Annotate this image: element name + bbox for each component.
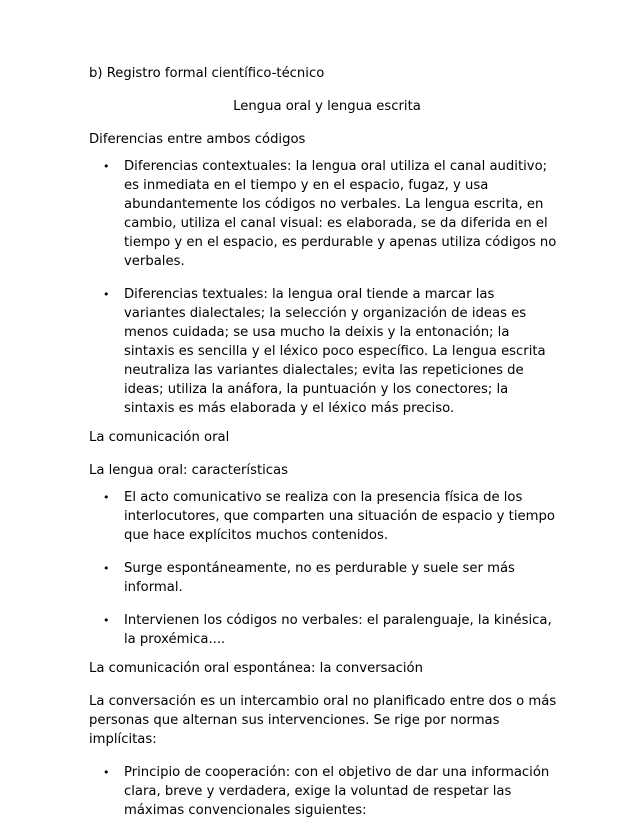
bullet-icon: • — [103, 766, 110, 779]
list-item-text: Diferencias contextuales: la lengua oral utiliza el canal auditivo; es inmediata en el tiempo y en el espacio, fugaz, y usa abundantemente los códigos no verbales. La lengua escrita, en cambio, utiliza el canal visual: es elaborada, se da diferida en el tiempo y en el espacio, es perdurable y apenas utiliza códigos no verbales. — [124, 159, 557, 269]
bullet-icon: • — [103, 491, 110, 504]
oral-communication-heading: La comunicación oral — [89, 430, 230, 445]
differences-heading: Diferencias entre ambos códigos — [89, 132, 306, 147]
list-item-text: El acto comunicativo se realiza con la presencia física de los interlocutores, que comparten una situación de espacio y tiempo que hace explícitos muchos contenidos. — [124, 490, 555, 543]
conversation-paragraph: La conversación es un intercambio oral no planificado entre dos o más personas que alternan sus intervenciones. Se rige por normas implícitas: — [89, 694, 557, 747]
list-item — [89, 611, 559, 649]
conversation-heading: La comunicación oral espontánea: la conversación — [89, 661, 423, 676]
section-heading: b) Registro formal científico-técnico — [89, 66, 325, 81]
list-item — [89, 285, 559, 418]
document-title: Lengua oral y lengua escrita — [233, 99, 421, 114]
list-item-text: Intervienen los códigos no verbales: el paralenguaje, la kinésica, la proxémica.... — [124, 613, 552, 647]
bullet-icon: • — [103, 160, 110, 173]
document-page — [89, 64, 559, 830]
bullet-icon: • — [103, 562, 110, 575]
list-item — [89, 763, 559, 820]
oral-features-heading: La lengua oral: características — [89, 463, 288, 478]
bullet-icon: • — [103, 614, 110, 627]
list-item — [89, 488, 559, 545]
list-item — [89, 559, 559, 597]
bullet-icon: • — [103, 288, 110, 301]
oral-features-list — [89, 488, 559, 649]
list-item-text: Diferencias textuales: la lengua oral tiende a marcar las variantes dialectales; la selección y organización de ideas es menos cuidada; se usa mucho la deixis y la entonación; la sintaxis es sencilla y el léxico poco específico. La lengua escrita neutraliza las variantes dialectales; evita las repeticiones de ideas; utiliza la anáfora, la puntuación y los conectores; la sintaxis es más elaborada y el léxico más preciso. — [124, 287, 546, 416]
list-item — [89, 157, 559, 271]
list-item-text: Principio de cooperación: con el objetivo de dar una información clara, breve y verdadera, exige la voluntad de respetar las máximas convencionales siguientes: — [124, 765, 550, 818]
list-item-text: Surge espontáneamente, no es perdurable y suele ser más informal. — [124, 561, 515, 595]
differences-list — [89, 157, 559, 418]
conversation-list — [89, 763, 559, 820]
